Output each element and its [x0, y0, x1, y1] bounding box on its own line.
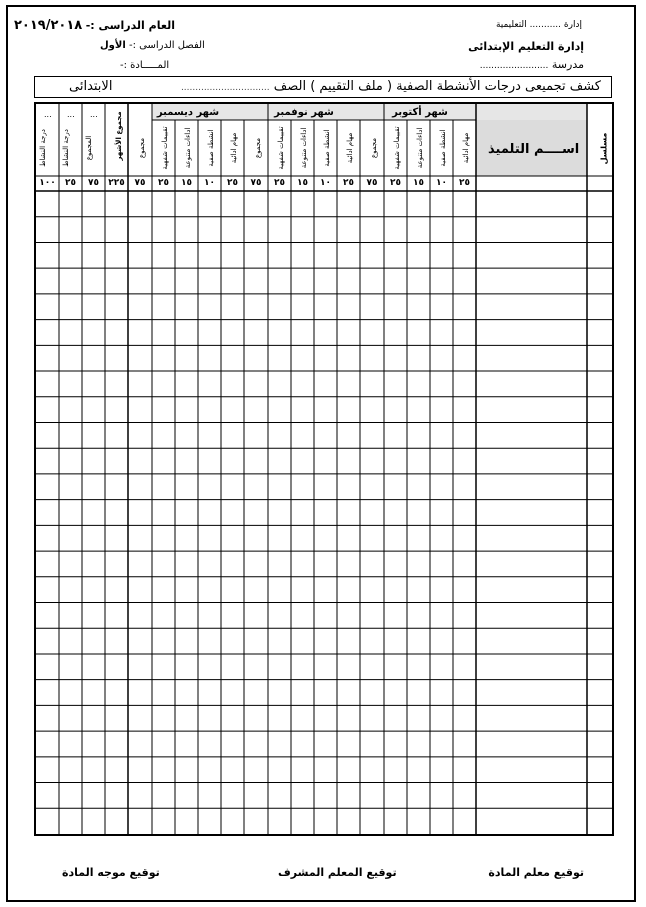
- max-score-activity: ٢٥: [65, 178, 76, 188]
- dots-header-1: ...: [90, 110, 98, 119]
- table-lines: [36, 104, 612, 834]
- oct-total: مجموع: [370, 137, 378, 159]
- dec-tasks: مهام ادائية: [230, 132, 238, 164]
- nov-performance: اداءات متنوعة: [300, 127, 308, 169]
- dec-activities: انشطة صفية: [207, 129, 215, 167]
- grades-table: [34, 102, 614, 836]
- months-total-header: مجموع الأشهر: [115, 111, 123, 161]
- signature-teacher: توقيع معلم المادة: [488, 866, 584, 879]
- dots-header-3: ...: [67, 110, 75, 119]
- dept-line: [468, 40, 584, 53]
- school-label: مدرسة: [551, 58, 584, 71]
- oct-tasks: مهام ادائية: [462, 132, 470, 164]
- max-score-m3-c5: ٧٥: [134, 178, 146, 188]
- month-december: شهر ديسمبر: [156, 107, 220, 118]
- term-label: الفصل الدراسى :-: [128, 40, 205, 51]
- max-score-m1-c4: ٢٥: [390, 178, 401, 188]
- max-score-m1-c3: ١٥: [413, 178, 424, 188]
- max-score-m1-c1: ٢٥: [459, 178, 470, 188]
- month-october: شهر أكتوبر: [392, 107, 448, 118]
- signature-inspector: توقيع موجه المادة: [62, 866, 160, 879]
- dec-oral: تقييمات شفهية: [161, 126, 169, 170]
- admin-dots: ...........: [529, 20, 562, 30]
- max-score-months-total: ٢٢٥: [108, 178, 125, 188]
- final-header: درجة النشاط: [39, 129, 47, 167]
- name-header: اســــم التلميذ: [488, 142, 580, 157]
- max-score-final: ١٠٠: [39, 178, 56, 188]
- max-score-m2-c4: ٢٥: [274, 178, 285, 188]
- year-value: ٢٠١٩/٢٠١٨: [14, 18, 83, 33]
- dots-header-2: ...: [44, 110, 52, 119]
- max-score-m3-c4: ٢٥: [158, 178, 169, 188]
- nov-total: مجموع: [254, 137, 262, 159]
- oct-performance: اداءات متنوعة: [416, 127, 424, 169]
- max-score-m1-c5: ٧٥: [366, 178, 378, 188]
- max-score-m3-c3: ١٥: [181, 178, 192, 188]
- admin-line: [496, 20, 582, 30]
- dept-name: إدارة التعليم الإبتدائى: [468, 40, 584, 53]
- title-main: كشف تجميعى درجات الأنشطة الصفية ( ملف التقييم ) الصف: [273, 79, 601, 94]
- admin-label: إدارة: [563, 20, 582, 30]
- serial-header: مسلسل: [599, 132, 609, 165]
- max-score-m1-c2: ١٠: [436, 178, 447, 188]
- year-line: [14, 18, 175, 33]
- max-score-m3-c1: ٢٥: [227, 178, 238, 188]
- school-dots: ........................: [479, 61, 549, 71]
- title-dots: ...............................: [180, 83, 270, 93]
- avg-header: المجموع: [85, 135, 93, 161]
- page-title: [34, 76, 612, 98]
- max-score-m2-c3: ١٥: [297, 178, 308, 188]
- nov-activities: انشطة صفية: [323, 129, 331, 167]
- oct-oral: تقييمات شفهية: [393, 126, 401, 170]
- subject-line: [120, 60, 169, 71]
- activity-degree-header: درجة النشاط: [62, 129, 70, 167]
- nov-tasks: مهام ادائية: [346, 132, 354, 164]
- oct-activities: انشطة صفية: [439, 129, 447, 167]
- nov-oral: تقييمات شفهية: [277, 126, 285, 170]
- title-level: الابتدائى: [69, 79, 113, 94]
- dec-performance: اداءات متنوعة: [184, 127, 192, 169]
- max-score-m2-c1: ٢٥: [343, 178, 354, 188]
- month-november: شهر نوفمبر: [274, 107, 334, 118]
- max-score-m2-c2: ١٠: [320, 178, 331, 188]
- school-line: [480, 58, 584, 71]
- max-score-m2-c5: ٧٥: [250, 178, 262, 188]
- term-line: [100, 40, 205, 51]
- max-score-avg: ٧٥: [88, 178, 99, 188]
- max-score-m3-c2: ١٠: [204, 178, 215, 188]
- admin-value: التعليمية: [495, 20, 527, 30]
- year-label: العام الدراسى :-: [85, 19, 175, 32]
- dec-total: مجموع: [138, 137, 146, 159]
- subject-label: المـــــادة :-: [120, 60, 170, 71]
- term-value: الأول: [100, 40, 126, 51]
- signature-supervisor: توقيع المعلم المشرف: [278, 866, 397, 879]
